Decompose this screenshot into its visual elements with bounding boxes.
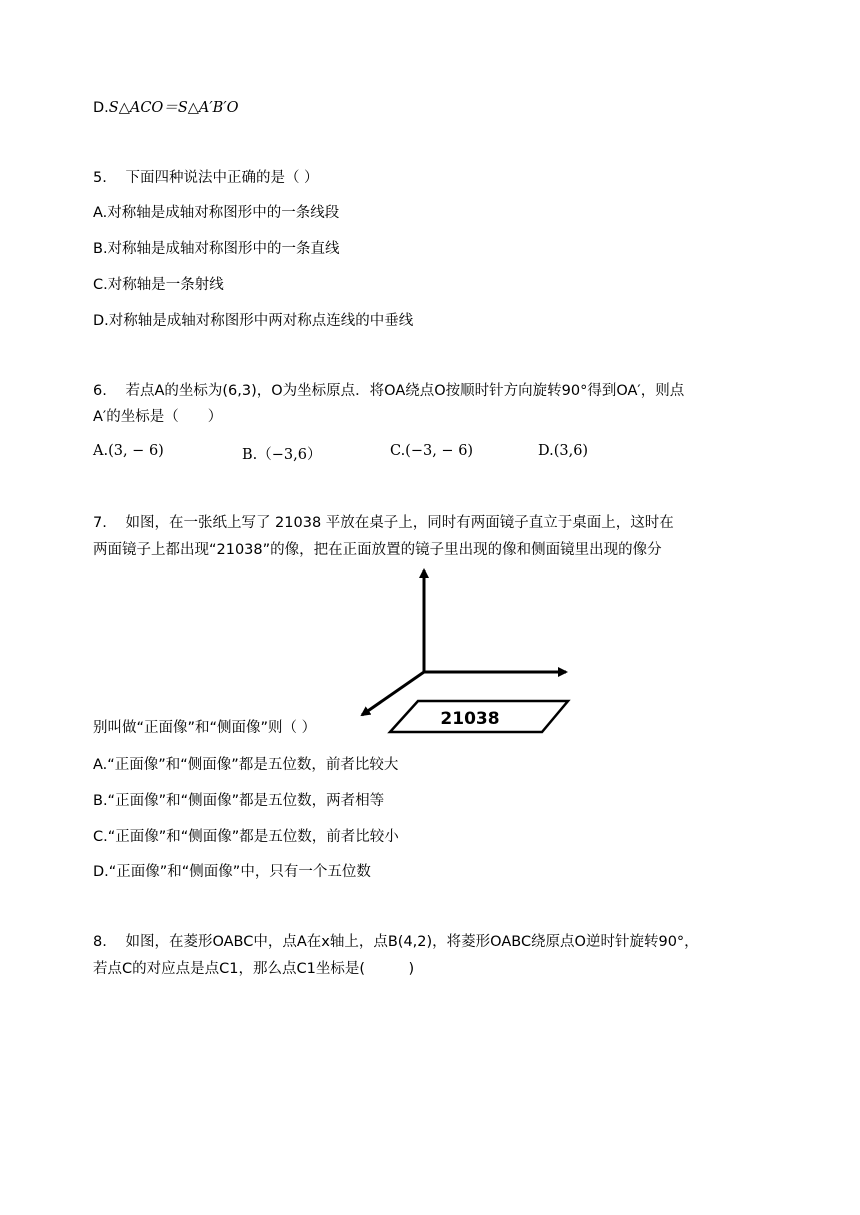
q5-stem xyxy=(93,168,319,188)
mirror-figure xyxy=(350,560,580,740)
q8-number: 8. xyxy=(93,934,107,950)
q6-option-d: D.(3,6) xyxy=(538,443,589,459)
q7-stem-line2: 两面镜子上都出现“21038”的像，把在正面放置的镜子里出现的像和侧面镜里出现的像分 xyxy=(93,542,662,558)
q7-stem-line3: 别叫做“正面像”和“侧面像”则（ ） xyxy=(93,720,317,736)
q7-option-b: B.“正面像”和“侧面像”都是五位数，两者相等 xyxy=(93,793,385,809)
q7-option-d: D.“正面像”和“侧面像”中，只有一个五位数 xyxy=(93,864,371,880)
q7-option-c: C.“正面像”和“侧面像”都是五位数，前者比较小 xyxy=(93,829,399,845)
q6-option-b: B.（−3,6） xyxy=(242,447,322,463)
q6-number: 6. xyxy=(93,383,107,399)
q5-stem-text: 下面四种说法中正确的是（ ） xyxy=(125,170,319,186)
q7-stem-line1: 7. 如图，在一张纸上写了 21038 平放在桌子上，同时有两面镜子直立于桌面上，这时在 xyxy=(93,515,674,531)
q7-number: 7. xyxy=(93,515,107,531)
q6-option-a: A.(3, − 6) xyxy=(93,443,164,459)
q4-option-d-formula: S△ACO＝S△A′B′O xyxy=(108,100,239,116)
q4-option-d: D.S△ACO＝S△A′B′O xyxy=(93,100,239,116)
q8-stem-line1: 8. 如图，在菱形OABC中，点A在x轴上，点B(4,2)，将菱形OABC绕原点O逆时针旋转90°， xyxy=(93,934,699,950)
paper-label: 21038 xyxy=(440,709,500,729)
q5-option-a: A.对称轴是成轴对称图形中的一条线段 xyxy=(93,205,340,221)
q6-stem-line1: 6. 若点A的坐标为(6,3)，O为坐标原点．将OA绕点O按顺时针方向旋转90°得到OA′，则点 xyxy=(93,383,685,399)
q8-stem-line2: 若点C的对应点是点C1，那么点C1坐标是( ) xyxy=(93,961,415,977)
q5-number: 5. xyxy=(93,170,107,186)
q5-option-b: B.对称轴是成轴对称图形中的一条直线 xyxy=(93,241,340,257)
q5-option-c: C.对称轴是一条射线 xyxy=(93,277,224,293)
q7-option-a: A.“正面像”和“侧面像”都是五位数，前者比较大 xyxy=(93,757,399,773)
q6-option-c: C.(−3, − 6) xyxy=(390,443,474,459)
q5-option-d: D.对称轴是成轴对称图形中两对称点连线的中垂线 xyxy=(93,313,414,329)
q6-stem-line2: A′的坐标是（ ） xyxy=(93,409,223,425)
